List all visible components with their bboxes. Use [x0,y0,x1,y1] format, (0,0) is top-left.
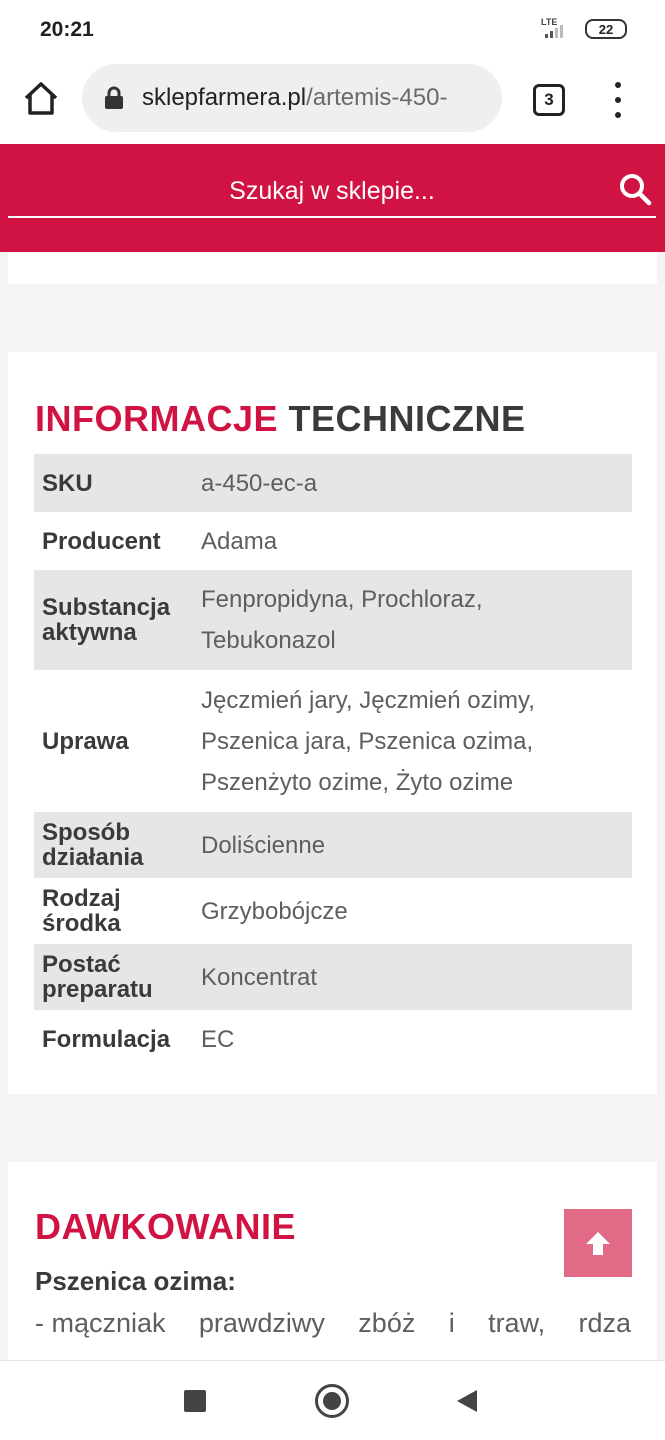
tab-count: 3 [544,90,554,109]
address-bar[interactable] [82,64,502,132]
more-vert-icon[interactable] [608,80,628,120]
spec-key: Uprawa [42,727,129,755]
spec-key: SKU [42,469,93,497]
spec-row-active-substance [34,570,632,670]
dosage-word: traw, [488,1308,546,1338]
arrow-up-icon [582,1227,614,1259]
spec-value: a-450-ec-a [201,469,318,497]
dosage-word: prawdziwy [198,1308,325,1338]
dosage-text-line [35,1308,631,1339]
spec-key: Rodzaj środka [42,885,121,937]
spec-row-producer [34,512,632,570]
dosage-word: i [448,1308,455,1338]
back-icon[interactable] [457,1390,477,1412]
status-time: 20:21 [40,18,94,41]
spec-key: Producent [42,527,161,555]
dosage-word: zbóż [358,1308,416,1338]
spec-key: Substancja aktywna [42,594,171,646]
spec-value: Doliścienne [201,831,326,859]
status-bar [0,0,665,62]
spec-table [34,454,632,1068]
dosage-card [8,1162,657,1360]
spec-value: Grzybobójcze [201,897,348,925]
home-icon[interactable] [22,79,60,117]
home-circle-icon[interactable] [315,1384,349,1418]
spec-value: Fenpropidyna, Prochloraz, Tebukonazol [201,586,483,654]
url-path: /artemis-450- [306,84,448,111]
spec-row-agent-type [34,878,632,944]
spec-value: Adama [201,527,278,555]
spec-value: EC [201,1025,235,1053]
spec-key: Sposób działania [42,819,144,871]
tabs-icon[interactable] [533,84,565,116]
title-rest: TECHNICZNE [288,398,526,439]
spec-row-preparation-form [34,944,632,1010]
technical-info-card [8,352,657,1094]
dosage-word: rdza [578,1308,631,1338]
dosage-subtitle: Pszenica ozima: [35,1266,236,1296]
url-text [142,84,447,112]
network-type: LTE [541,17,558,27]
spec-row-action-mode [34,812,632,878]
battery-level: 22 [598,21,614,37]
system-nav-bar [0,1360,665,1440]
spec-key: Formulacja [42,1025,171,1053]
browser-toolbar [0,62,665,144]
spec-value: Koncentrat [201,963,318,991]
title-accent: INFORMACJE [35,398,279,439]
lock-icon [104,86,124,110]
site-header [0,144,665,252]
spec-row-crop [34,670,632,812]
previous-card [8,252,657,284]
spec-row-formulation [34,1010,632,1068]
spec-row-sku [34,454,632,512]
search-icon[interactable] [618,172,652,206]
spec-key: Postać preparatu [42,951,153,1003]
status-indicators [541,18,627,40]
signal-icon [541,18,575,40]
search-input[interactable] [8,166,656,218]
url-host: sklepfarmera.pl [142,84,307,111]
dosage-title: DAWKOWANIE [35,1206,296,1247]
page-content [0,252,665,1360]
dosage-word: - mączniak [35,1308,166,1338]
spec-value: Jęczmień jary, Jęczmień ozimy, Pszenica jara, Pszenica ozima, Pszenżyto ozime, Żyto ozime [201,686,535,796]
scroll-top-button[interactable] [564,1209,632,1277]
battery-icon [585,19,627,39]
recent-apps-icon[interactable] [184,1390,206,1412]
technical-info-title [35,398,526,440]
